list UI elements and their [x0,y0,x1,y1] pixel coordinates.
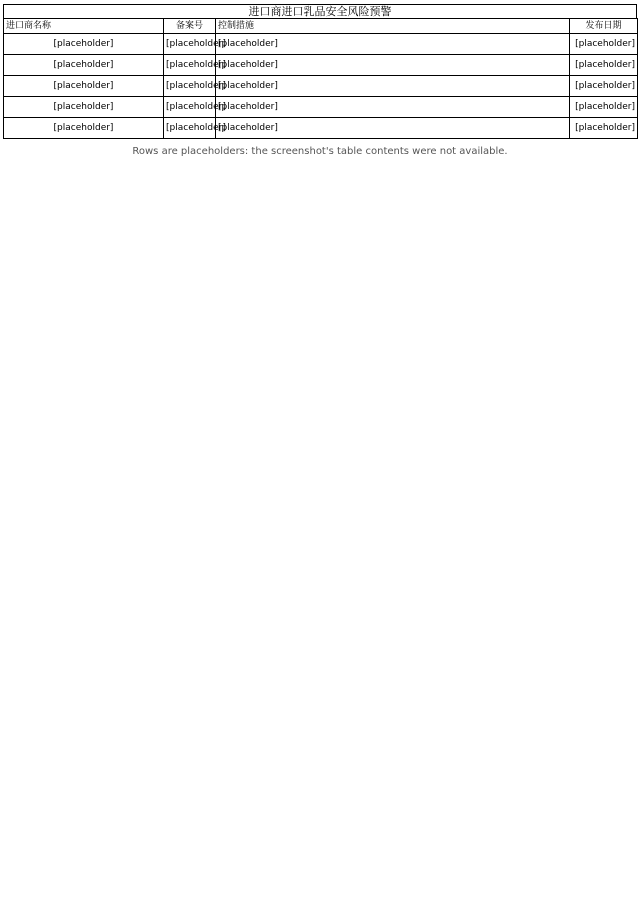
record-no-cell: [placeholder] [164,34,216,55]
header-row [4,19,638,34]
table-row [4,55,638,76]
table-row [4,76,638,97]
record-no-cell: [placeholder] [164,97,216,118]
table-title: 进口商进口乳品安全风险预警 [3,4,637,18]
record-no-cell: [placeholder] [164,55,216,76]
importer-cell: [placeholder] [4,76,164,97]
importer-cell: [placeholder] [4,118,164,139]
header-date: 发布日期 [570,19,638,34]
record-no-cell: [placeholder] [164,76,216,97]
table-row [4,34,638,55]
record-no-cell: [placeholder] [164,118,216,139]
table-row [4,97,638,118]
date-cell: [placeholder] [570,76,638,97]
header-record-no: 备案号 [164,19,216,34]
placeholder-note: Rows are placeholders: the screenshot's table contents were not available. [132,146,508,157]
importer-cell: [placeholder] [4,34,164,55]
table-body [4,34,638,139]
measure-cell: [placeholder] [216,118,570,139]
header-importer: 进口商名称 [4,19,164,34]
importer-cell: [placeholder] [4,55,164,76]
date-cell: [placeholder] [570,97,638,118]
measure-cell: [placeholder] [216,76,570,97]
date-cell: [placeholder] [570,34,638,55]
measure-cell: [placeholder] [216,55,570,76]
importer-cell: [placeholder] [4,97,164,118]
table-row [4,118,638,139]
measure-cell: [placeholder] [216,34,570,55]
date-cell: [placeholder] [570,118,638,139]
risk-warning-table [3,18,638,139]
header-measures: 控制措施 [216,19,570,34]
measure-cell: [placeholder] [216,97,570,118]
date-cell: [placeholder] [570,55,638,76]
